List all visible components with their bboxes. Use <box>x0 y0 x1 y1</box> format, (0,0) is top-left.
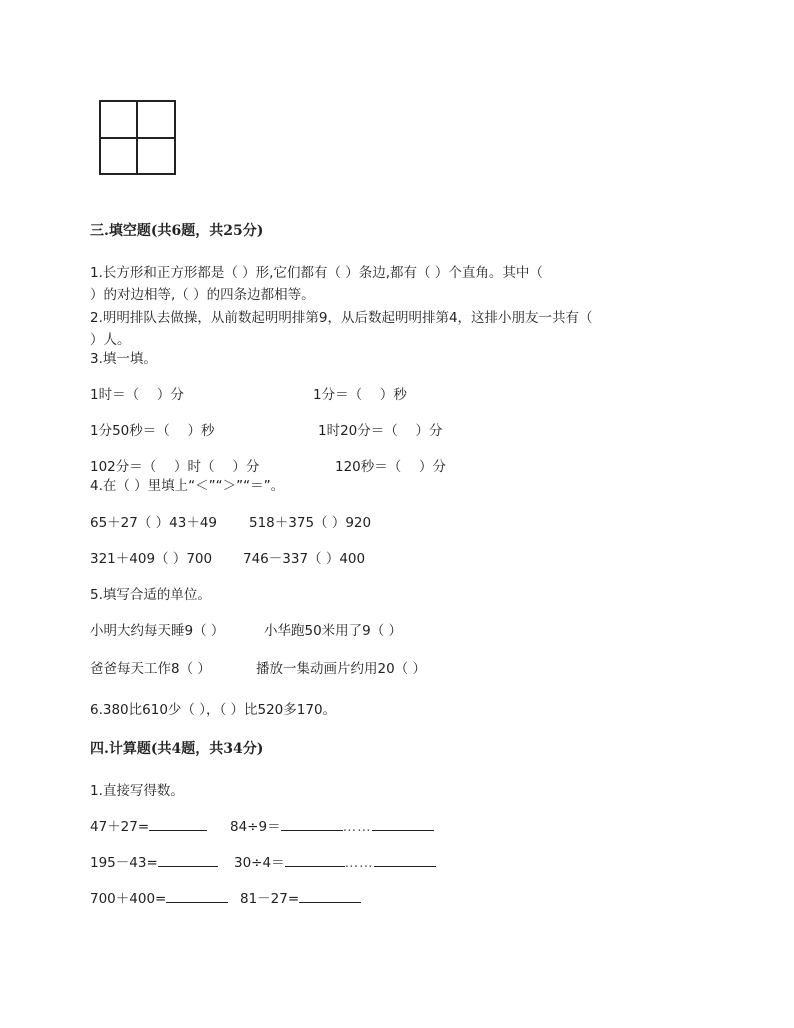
calc-expression: 700＋400= <box>90 891 167 907</box>
q2-line1: 2.明明排队去做操，从前数起明明排第9，从后数起明明排第4，这排小朋友一共有（ <box>90 310 593 326</box>
q4-row2-b: 746－337（ ）400 <box>243 551 366 567</box>
q5-row2-a: 爸爸每天工作8（ ） <box>90 661 211 677</box>
q3-row1-b: 1分＝（ ）秒 <box>313 387 407 403</box>
calc-expression: 195－43= <box>90 855 158 871</box>
dots: …… <box>344 855 374 871</box>
calc-expression: 84÷9＝ <box>230 819 281 835</box>
calc-expression: 81－27= <box>240 891 300 907</box>
answer-blank <box>299 890 361 903</box>
q4-row1-b: 518＋375（ ）920 <box>249 515 372 531</box>
calc-q1-title: 1.直接写得数。 <box>90 783 184 799</box>
q3-row2-b: 1时20分＝（ ）分 <box>318 423 443 439</box>
q3-row2-a: 1分50秒＝（ ）秒 <box>90 423 215 439</box>
q2-line2: ）人。 <box>90 332 131 348</box>
answer-blank <box>149 818 207 831</box>
q4-row1-a: 65＋27（ ）43＋49 <box>90 515 218 531</box>
answer-blank <box>285 854 345 867</box>
q5-row1-a: 小明大约每天睡9（ ） <box>90 623 225 639</box>
calc-row1-b <box>230 818 434 836</box>
q3-row3-a: 102分＝（ ）时（ ）分 <box>90 459 260 475</box>
grid-horizontal-line <box>101 137 174 139</box>
dots: …… <box>342 819 372 835</box>
grid-figure-2x2 <box>99 100 176 175</box>
calc-row3-b <box>240 890 361 908</box>
calc-row2-b <box>234 854 436 872</box>
calc-expression: 47＋27= <box>90 819 150 835</box>
answer-blank <box>374 854 436 867</box>
answer-blank <box>158 854 218 867</box>
section4-title: 四.计算题(共4题，共34分) <box>90 741 264 757</box>
q4-row2-a: 321＋409（ ）700 <box>90 551 213 567</box>
calc-expression: 30÷4＝ <box>234 855 285 871</box>
q1-line2: ）的对边相等,（ ）的四条边都相等。 <box>90 287 315 303</box>
q1-line1: 1.长方形和正方形都是（ ）形,它们都有（ ）条边,都有（ ）个直角。其中（ <box>90 265 543 281</box>
q6: 6.380比610少（ ），（ ）比520多170。 <box>90 702 337 718</box>
answer-blank <box>281 818 343 831</box>
q3-row3-b: 120秒＝（ ）分 <box>335 459 447 475</box>
calc-row1-a <box>90 818 207 836</box>
answer-blank <box>166 890 228 903</box>
q4-title: 4.在（ ）里填上“＜”“＞”“＝”。 <box>90 478 285 494</box>
calc-row2-a <box>90 854 218 872</box>
q5-title: 5.填写合适的单位。 <box>90 587 211 603</box>
q3-row1-a: 1时＝（ ）分 <box>90 387 184 403</box>
section3-title: 三.填空题(共6题，共25分) <box>90 223 264 239</box>
q5-row1-b: 小华跑50米用了9（ ） <box>264 623 403 639</box>
calc-row3-a <box>90 890 228 908</box>
answer-blank <box>372 818 434 831</box>
q3-title: 3.填一填。 <box>90 351 157 367</box>
q5-row2-b: 播放一集动画片约用20（ ） <box>256 661 426 677</box>
